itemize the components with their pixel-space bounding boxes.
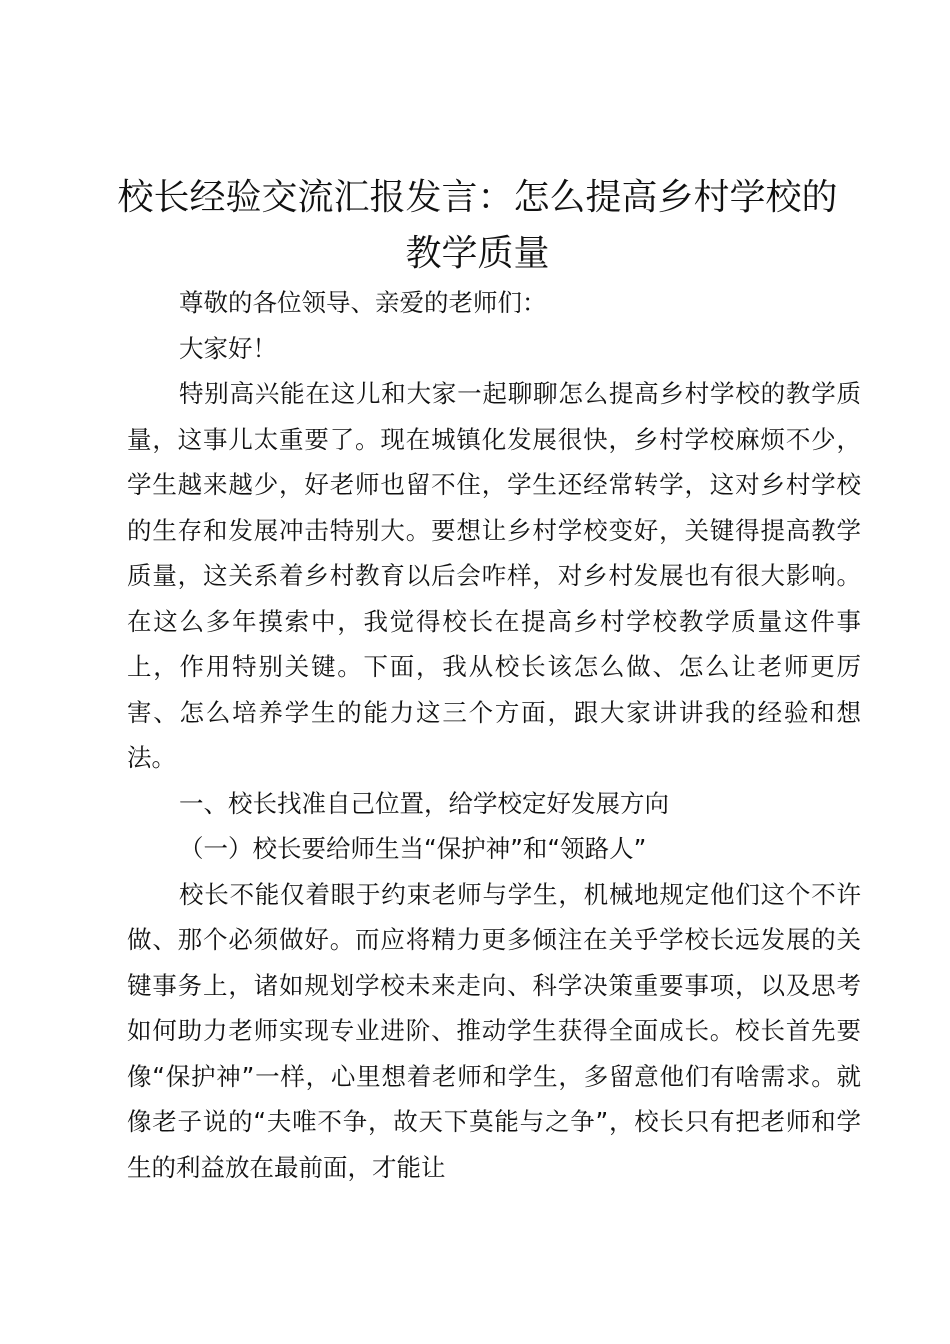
- document-title: 校长经验交流汇报发言：怎么提高乡村学校的教学质量: [117, 177, 838, 274]
- intro-paragraph: 特别高兴能在这儿和大家一起聊聊怎么提高乡村学校的教学质量，这事儿太重要了。现在城镇化发展很快，乡村学校麻烦不少，学生越来越少，好老师也留不住，学生还经常转学，这对乡村学校的生存和发展冲击特别大。要想让乡村学校变好，关键得提高教学质量，这关系着乡村教育以后会咋样，对乡村发展也有很大影响。在这么多年摸索中，我觉得校长在提高乡村学校教学质量这件事上，作用特别关键。下面，我从校长该怎么做、怎么让老师更厉害、怎么培养学生的能力这三个方面，跟大家讲讲我的经验和想法。: [127, 379, 861, 772]
- body-paragraph: 校长不能仅着眼于约束老师与学生，机械地规定他们这个不许做、那个必须做好。而应将精力更多倾注在关乎学校长远发展的关键事务上，诸如规划学校未来走向、科学决策重要事项，以及思考如何助力老师实现专业进阶、推动学生获得全面成长。校长首先要像“保护神”一样，心里想着老师和学生，多留意他们有啥需求。就像老子说的“夫唯不争，故天下莫能与之争”，校长只有把老师和学生的利益放在最前面，才能让: [127, 879, 861, 1182]
- salutation: 尊敬的各位领导、亲爱的老师们：: [179, 288, 547, 317]
- greeting: 大家好！: [179, 333, 277, 363]
- section-heading-1: 一、校长找准自己位置，给学校定好发展方向: [179, 788, 669, 818]
- subsection-heading-1: （一）校长要给师生当“保护神”和“领路人”: [179, 834, 647, 863]
- document-body: [127, 280, 861, 1190]
